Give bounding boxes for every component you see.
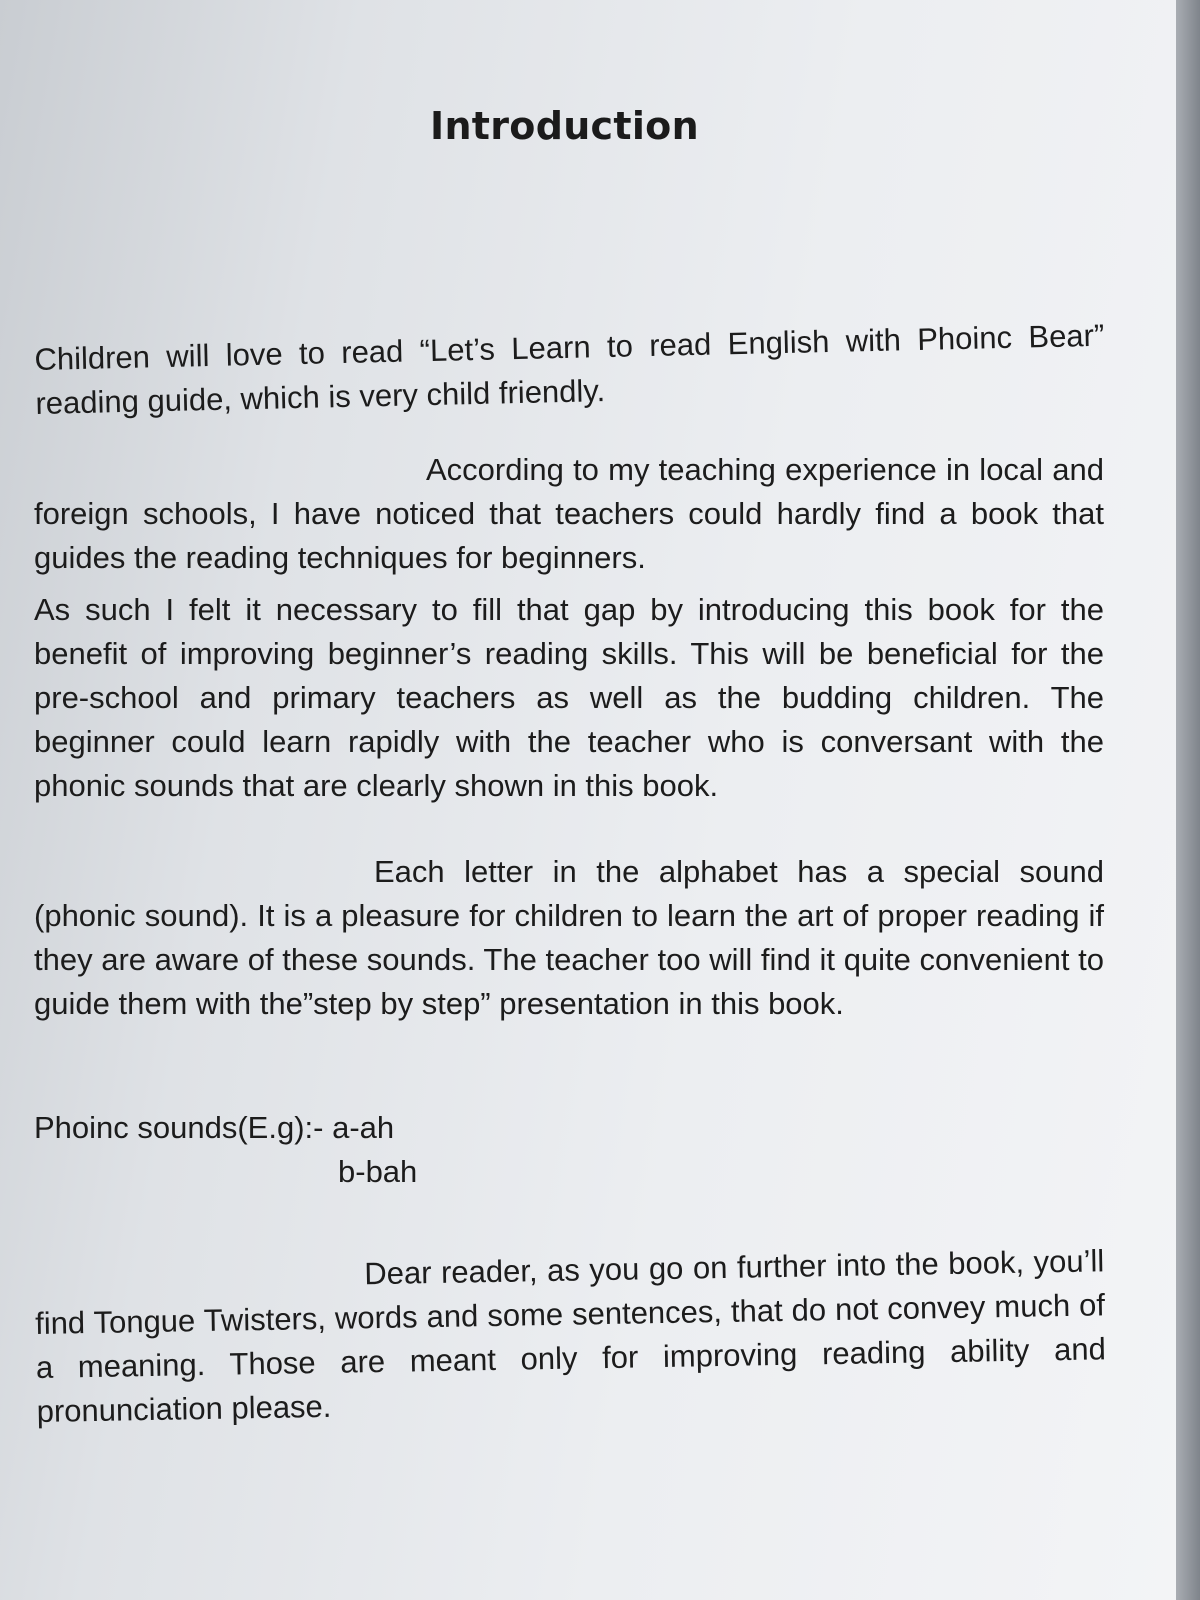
example-label: Phoinc sounds(E.g):-: [34, 1110, 324, 1145]
intro-paragraph-1: Children will love to read “Let’s Learn to read English with Phoinc Bear” reading guide, which is very child friendly.: [34, 317, 1105, 421]
intro-paragraph-2: [34, 448, 1104, 580]
intro-paragraph-4-text: Each letter in the alphabet has a special sound (phonic sound). It is a pleasure for children to learn the art of proper reading if they are aware of these sounds. The teacher too will find it quite convenient to guide them with the”step by step” presentation in this book.: [34, 854, 1104, 1021]
page-edge-shadow: [1176, 0, 1200, 1600]
intro-paragraph-5-text: Dear reader, as you go on further into the book, you’ll find Tongue Twisters, words and some sentences, that do not convey much of a meaning. Those are meant only for improving reading ability and pronunciation please.: [34, 1243, 1107, 1429]
example-row-2: [34, 1150, 417, 1194]
example-sound-b: b-bah: [338, 1154, 418, 1189]
example-sound-a: a-ah: [332, 1110, 395, 1145]
example-row-1: [34, 1106, 417, 1150]
intro-paragraph-3: As such I felt it necessary to fill that gap by introducing this book for the benefit of improving beginner’s reading skills. This will be beneficial for the pre-school and primary teachers as well as the budding children. The beginner could learn rapidly with the teacher who is conversant with the phonic sounds that are clearly shown in this book.: [34, 592, 1104, 803]
page-title: Introduction: [430, 104, 699, 148]
phonic-sound-example: [34, 1106, 417, 1194]
intro-paragraph-2-text: According to my teaching experience in local and foreign schools, I have noticed that teachers could hardly find a book that guides the reading techniques for beginners.: [34, 452, 1104, 575]
intro-paragraph-4: [34, 850, 1104, 1026]
intro-paragraph-5: [34, 1239, 1107, 1434]
paragraph-indent: [35, 1284, 365, 1290]
